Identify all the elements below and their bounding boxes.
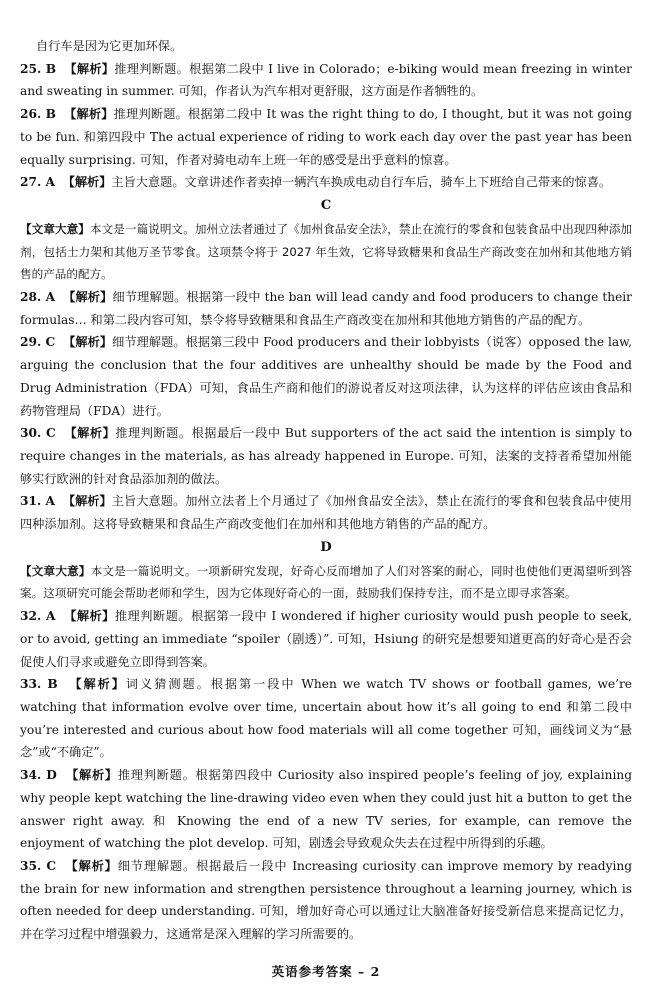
question-number: 25. B — [20, 61, 57, 76]
answer-item — [20, 171, 632, 194]
question-number: 35. C — [20, 858, 57, 873]
question-number: 26. B — [20, 107, 56, 122]
answer-item — [20, 490, 632, 535]
analysis-tag: 【解析】 — [66, 768, 118, 783]
question-number: 30. C — [20, 426, 56, 441]
question-number: 32. A — [20, 609, 56, 624]
summary-text: 本文是一篇说明文。一项新研究发现，好奇心反而增加了人们对答案的耐心，同时也使他们更渴望听到答案。这项研究可能会帮助老师和学生，因为它体现好奇心的一面，鼓励我们保持专注，而不是立即寻求答案。 — [20, 563, 632, 601]
summary-text: 本文是一篇说明文。加州立法者通过了《加州食品安全法》，禁止在流行的零食和包装食品中出现四种添加剂，包括士力架和其他万圣节零食。这项禁令将于 2027 年生效，它将导致糖果和食品生产商改变在加州和其他地方销售的产品的配方。 — [20, 221, 632, 282]
question-number: 33. B — [20, 677, 58, 692]
answer-item — [20, 855, 632, 946]
question-number: 28. A — [20, 290, 56, 305]
section-heading: D — [320, 539, 332, 555]
analysis-tag: 【解析】 — [63, 335, 113, 350]
answer-item — [20, 58, 632, 103]
answer-item — [20, 673, 632, 764]
question-number: 31. A — [20, 494, 55, 509]
answer-item — [20, 605, 632, 673]
analysis-tag: 【解析】 — [69, 677, 126, 692]
analysis-tag: 【解析】 — [64, 107, 114, 122]
analysis-tag: 【解析】 — [65, 858, 118, 873]
analysis-text: 细节理解题。根据第一段中 the ban will lead candy and food producers to change their formulas… 和第二段内容可知，禁令将导致糖果和食品生产商改变在加州和其他地方销售的产品的配方。 — [20, 290, 633, 327]
summary-tag: 【文章大意】 — [20, 221, 90, 236]
summary-tag: 【文章大意】 — [20, 563, 91, 578]
article-summary — [20, 218, 632, 286]
answer-item — [20, 422, 632, 490]
analysis-text: 主旨大意题。加州立法者上个月通过了《加州食品安全法》，禁止在流行的零食和包装食品中使用四种添加剂。这将导致糖果和食品生产商改变他们在加州和其他地方销售的产品的配方。 — [20, 494, 633, 532]
answer-item — [20, 286, 632, 331]
analysis-text: 细节理解题。根据最后一段中 Increasing curiosity can improve memory by readying the brain for new information and strengthen persistence throughout a learning journey, which is often needed for deep understanding. 可知，增加好奇心可以通过让大脑准备好接受新信息来提高记忆力，并在学习过程中增强毅力，这通常是深入理解的学习所需要的。 — [20, 858, 633, 942]
section-heading: C — [320, 197, 332, 213]
analysis-tag: 【解析】 — [64, 609, 115, 624]
answer-item — [20, 764, 632, 855]
analysis-tag: 【解析】 — [62, 494, 112, 509]
analysis-text: 推理判断题。根据第一段中 I wondered if higher curiosity would push people to seek, or to avoid, getting an immediate “spoiler（剧透）”. 可知，Hsiung 的研究是想要知道更高的好奇心是否会促使人们寻求或避免立即得到答案。 — [20, 609, 633, 669]
analysis-tag: 【解析】 — [64, 61, 115, 76]
analysis-text: 推理判断题。根据最后一段中 But supporters of the act said the intention is simply to require changes in the materials, as has already happened in Europe. 可知，法案的支持者希望加州能够实行欧洲的针对食品添加剂的做法。 — [20, 426, 632, 486]
answer-item — [20, 331, 632, 422]
analysis-tag: 【解析】 — [64, 426, 116, 441]
page-footer: 英语参考答案 – 2 — [271, 964, 381, 979]
answer-item — [20, 103, 632, 171]
analysis-tag: 【解析】 — [62, 175, 112, 190]
analysis-text: 推理判断题。根据第四段中 Curiosity also inspired people’s feeling of joy, explaining why people kept watching the line-drawing video even when they could just hit a button to get the answer right away. 和 Knowing the end of a new TV series, for example, can remove the enjoyment of watching the plot develop. 可知，剧透会导致观众失去在过程中所得到的乐趣。 — [20, 768, 633, 851]
analysis-text: 主旨大意题。文章讲述作者卖掉一辆汽车换成电动自行车后，骑车上下班给自己带来的惊喜。 — [111, 175, 612, 190]
analysis-text: 细节理解题。根据第三段中 Food producers and their lobbyists（说客）opposed the law, arguing the conclusion that the four additives are unhealthy should be made by the Food and Drug Administration（FDA）可知，食品生产商和他们的游说者反对这项法律，认为这样的评估应该由食品和药物管理局（FDA）进行。 — [20, 335, 633, 418]
continued-text: 自行车是因为它更加环保。 — [36, 39, 183, 53]
article-summary — [20, 560, 632, 605]
question-number: 29. C — [20, 335, 56, 350]
question-number: 34. D — [20, 768, 57, 783]
analysis-text: 推理判断题。根据第二段中 I live in Colorado；e-biking would mean freezing in winter and sweating in summer. 可知，作者认为汽车相对更舒服，这方面是作者牺牲的。 — [20, 61, 633, 99]
analysis-tag: 【解析】 — [63, 290, 113, 305]
analysis-text: 词义猜测题。根据第一段中 When we watch TV shows or football games, we’re watching that information evolve over time, uncertain about how it’s all going to end 和第二段中 you’re interested and curious about how food materials will all come together 可知，画线词义为“悬念”或“不确定”。 — [20, 677, 632, 760]
analysis-text: 推理判断题。根据第二段中 It was the right thing to do, I thought, but it was not going to be fun. 和第四段中 The actual experience of riding to work each day over the past year has been equally surprising. 可知，作者对骑电动车上班一年的感受是出乎意料的惊喜。 — [20, 107, 633, 167]
answer-content — [20, 58, 632, 946]
question-number: 27. A — [20, 175, 55, 190]
